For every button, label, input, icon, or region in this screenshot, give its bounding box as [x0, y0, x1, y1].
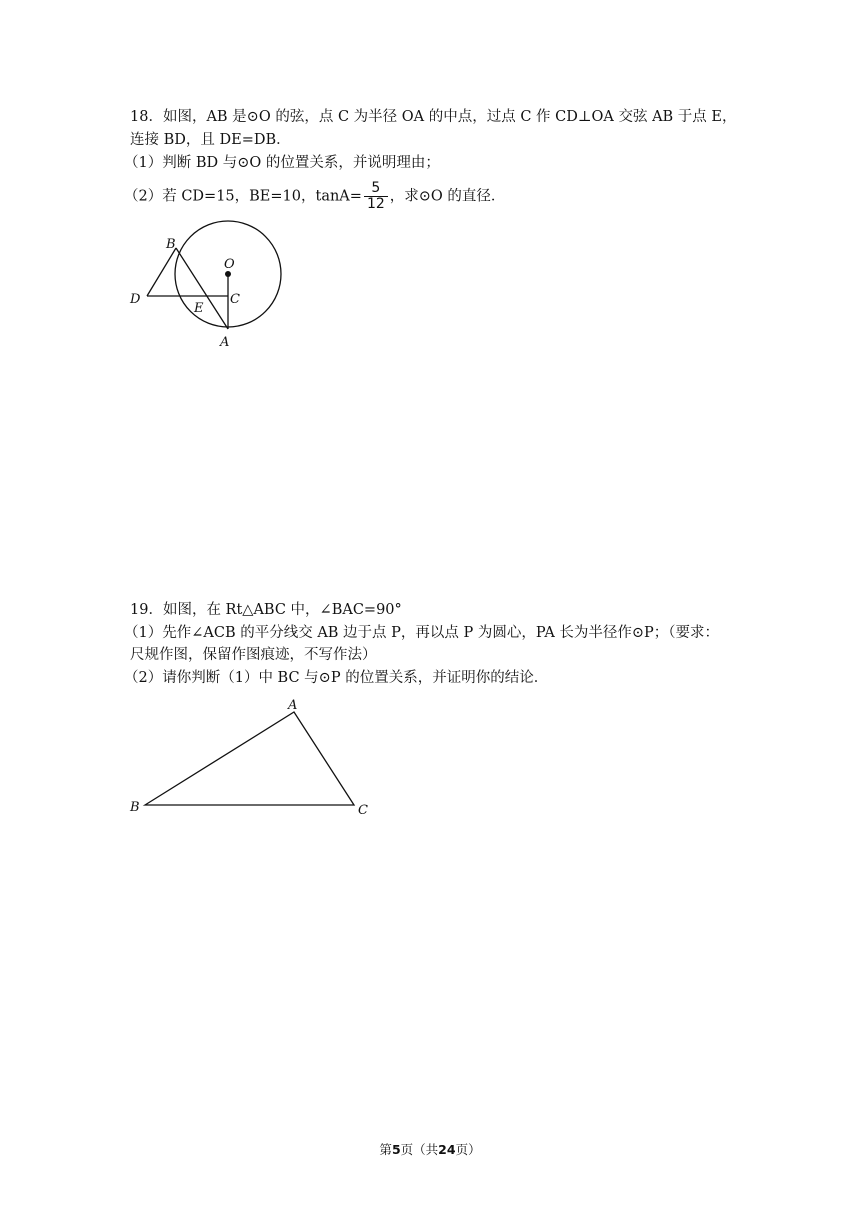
q18-part-1: （1）判断 BD 与⊙O 的位置关系，并说明理由； [124, 155, 440, 171]
q19-line-1: 19．如图，在 Rt△ABC 中，∠BAC=90° [130, 602, 402, 618]
q19-figure [125, 695, 380, 825]
label-d: D [130, 292, 141, 307]
label-c-19: C [358, 803, 368, 818]
q18-part-2 [124, 181, 505, 212]
label-a-19: A [288, 698, 298, 713]
footer-total-pages: 24 [438, 1142, 456, 1157]
footer-mid: 页（共 [400, 1142, 439, 1157]
fraction-numerator: 5 [371, 180, 381, 196]
q19-part-1-line-2: 尺规作图，保留作图痕迹，不写作法） [130, 647, 377, 663]
q19-part-2: （2）请你判断（1）中 BC 与⊙P 的位置关系，并证明你的结论． [124, 670, 549, 686]
q18-figure [125, 215, 290, 355]
q18-line-1: 18．如图，AB 是⊙O 的弦，点 C 为半径 OA 的中点，过点 C 作 CD⊥OA 交弦 AB 于点 E， [130, 109, 737, 125]
label-c: C [230, 292, 240, 307]
segment-ab [176, 248, 228, 329]
label-a: A [220, 335, 230, 350]
segment-db [147, 248, 176, 296]
label-o: O [224, 257, 235, 272]
footer-suffix: 页） [455, 1142, 481, 1157]
tan-fraction [364, 181, 388, 212]
q19-part-1-line-1: （1）先作∠ACB 的平分线交 AB 边于点 P，再以点 P 为圆心，PA 长为半径作⊙P；（要求： [124, 625, 720, 641]
label-b-19: B [130, 800, 140, 815]
label-e: E [194, 301, 204, 316]
fraction-denominator: 12 [366, 196, 385, 212]
label-b: B [166, 237, 176, 252]
page-footer [0, 1140, 860, 1158]
q18-part-2-suffix: ，求⊙O 的直径． [389, 188, 506, 205]
footer-page-number: 5 [391, 1142, 401, 1157]
triangle-abc [145, 712, 354, 805]
footer-prefix: 第 [379, 1142, 392, 1157]
q18-part-2-prefix: （2）若 CD=15，BE=10，tanA= [124, 188, 362, 205]
q18-line-2: 连接 BD，且 DE=DB． [130, 132, 291, 148]
